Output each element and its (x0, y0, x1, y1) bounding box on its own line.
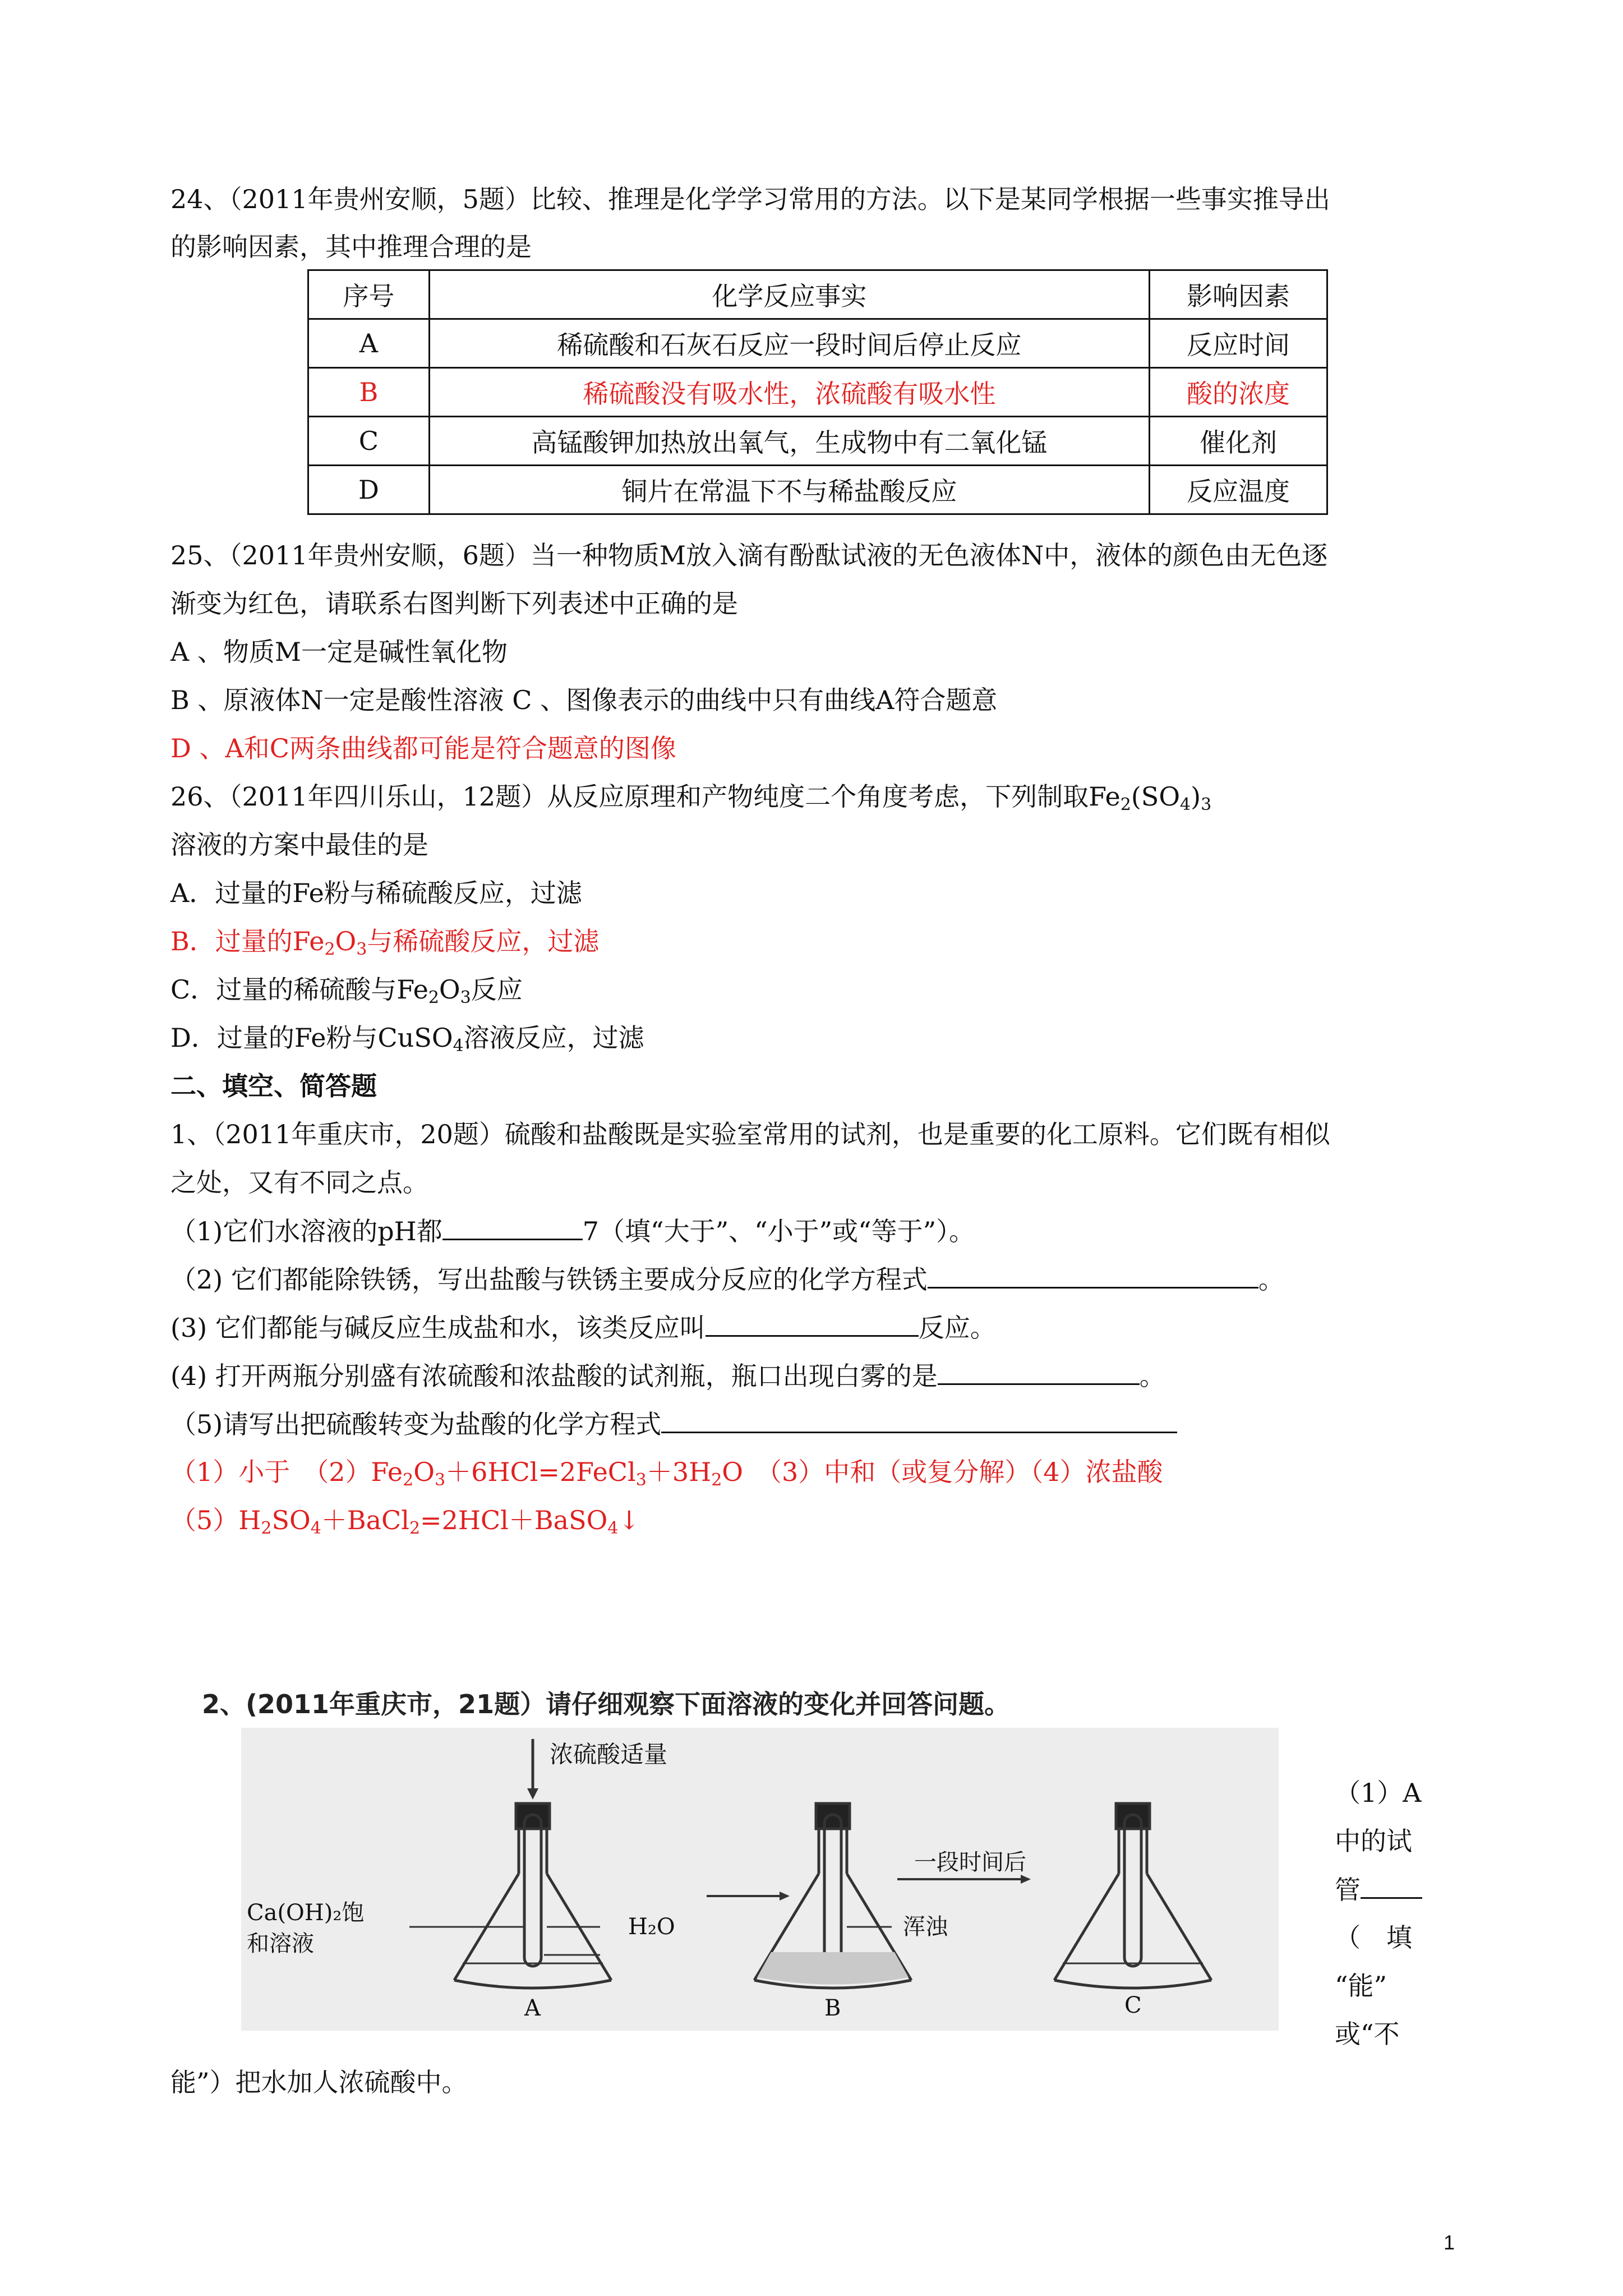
q25-option-b-c: B 、原液体N一定是酸性溶液 C 、图像表示的曲线中只有曲线A符合题意 (170, 685, 998, 715)
q2-side-line1: （1）A (1335, 1778, 1422, 1808)
q2-bottom-line: 能”）把水加人浓硫酸中。 (170, 2067, 468, 2097)
fig-label-time: 一段时间后 (914, 1849, 1026, 1875)
section-title: 二、填空、简答题 (170, 1071, 377, 1101)
q2-experiment-figure (241, 1728, 1279, 2031)
table-cell-fact: 稀硫酸没有吸水性，浓硫酸有吸水性 (429, 368, 1149, 417)
q26-option-a: A．过量的Fe粉与稀硫酸反应，过滤 (170, 878, 582, 908)
q25-stem-line1: 25、（2011年贵州安顺，6题）当一种物质M放入滴有酚酞试液的无色液体N中，液体的颜色由无色逐 (170, 540, 1328, 570)
table-cell-id: B (308, 368, 430, 417)
fig-label-a: A (524, 1995, 541, 2021)
q2-caption: 2、(2011年重庆市，21题）请仔细观察下面溶液的变化并回答问题。 (202, 1689, 1011, 1719)
table-header-cell: 序号 (308, 270, 430, 319)
q1-part5: （5)请写出把硫酸转变为盐酸的化学方程式 (170, 1407, 1177, 1441)
table-cell-factor: 酸的浓度 (1149, 368, 1327, 417)
fill-blank[interactable] (938, 1359, 1140, 1385)
q26-option-d: D．过量的Fe粉与CuSO$_4$溶液反应，过滤 (170, 1023, 644, 1056)
q2-side-line2: 中的试 (1335, 1826, 1412, 1856)
table-cell-factor: 催化剂 (1149, 417, 1327, 466)
q1-part4: (4) 打开两瓶分别盛有浓硫酸和浓盐酸的试剂瓶，瓶口出现白雾的是 。 (170, 1359, 1165, 1393)
fig-label-c: C (1124, 1993, 1142, 2018)
q2-side-line5: “能” (1335, 1971, 1387, 2001)
page-number: 1 (1443, 2231, 1455, 2254)
q2-side-line6: 或“不 (1335, 2019, 1400, 2049)
q25-option-a: A 、物质M一定是碱性氧化物 (170, 637, 508, 667)
table-cell-id: A (308, 319, 430, 368)
q1-stem-line1: 1、（2011年重庆市，20题）硫酸和盐酸既是实验室常用的试剂，也是重要的化工原料。它们既有相似 (170, 1119, 1330, 1149)
table-header-cell: 影响因素 (1149, 270, 1327, 319)
fill-blank[interactable] (706, 1310, 919, 1337)
table-cell-fact: 铜片在常温下不与稀盐酸反应 (429, 466, 1149, 514)
fill-blank[interactable] (1361, 1872, 1422, 1899)
table-row (308, 466, 1327, 514)
q26-option-c: C．过量的稀硫酸与$Fe_2O_3$反应 (170, 974, 523, 1007)
q26-option-b-answer: B．过量的$Fe_2O_3$与稀硫酸反应，过滤 (170, 926, 600, 959)
flask-a (454, 1739, 611, 1988)
q1-part1: （1)它们水溶液的pH都 7（填“大于”、“小于”或“等于”）。 (170, 1214, 975, 1248)
q26-stem-line2: 溶液的方案中最佳的是 (170, 830, 428, 860)
table-cell-fact: 高锰酸钾加热放出氧气，生成物中有二氧化锰 (429, 417, 1149, 466)
fig-label-turbid: 浑浊 (903, 1914, 948, 1940)
q25-stem-line2: 渐变为红色，请联系右图判断下列表述中正确的是 (170, 588, 738, 619)
flask-c (1054, 1803, 1211, 1988)
table-row (308, 319, 1327, 368)
fill-blank[interactable] (661, 1407, 1177, 1433)
fig-label-solution-1: Ca(OH)₂饱 (247, 1900, 365, 1926)
table-header-cell: 化学反应事实 (429, 270, 1149, 319)
q1-part2: （2) 它们都能除铁锈，写出盐酸与铁锈主要成分反应的化学方程式 。 (170, 1262, 1284, 1296)
q25-option-d-answer: D 、A和C两条曲线都可能是符合题意的图像 (170, 733, 676, 763)
table-cell-factor: 反应时间 (1149, 319, 1327, 368)
fig-label-acid: 浓硫酸适量 (550, 1741, 668, 1768)
q26-stem-line1: 26、（2011年四川乐山，12题）从反应原理和产物纯度二个角度考虑，下列制取$Fe_2(SO_4)_3$ (170, 781, 1212, 815)
fill-blank[interactable] (928, 1262, 1258, 1289)
table-cell-id: D (308, 466, 430, 514)
fill-blank[interactable] (442, 1214, 583, 1240)
table-cell-id: C (308, 417, 430, 466)
q1-part3: (3) 它们都能与碱反应生成盐和水，该类反应叫 反应。 (170, 1310, 996, 1345)
q1-stem-line2: 之处，又有不同之点。 (170, 1167, 428, 1198)
q24-stem-line1: 24、（2011年贵州安顺，5题）比较、推理是化学学习常用的方法。以下是某同学根据一些事实推导出 (170, 184, 1330, 214)
q24-table (307, 269, 1328, 515)
fig-label-water: H₂O (628, 1914, 675, 1940)
table-cell-fact: 稀硫酸和石灰石反应一段时间后停止反应 (429, 319, 1149, 368)
table-cell-factor: 反应温度 (1149, 466, 1327, 514)
table-row (308, 417, 1327, 466)
flask-diagram (241, 1728, 1279, 2031)
fig-label-solution-2: 和溶液 (247, 1931, 314, 1957)
q1-answer-line2: $(5)H_2SO_4+BaCl_2=2HCl+BaSO_4↓$ (170, 1505, 640, 1538)
fig-label-b: B (824, 1995, 841, 2021)
table-header-row (308, 270, 1327, 319)
q24-stem-line2: 的影响因素，其中推理合理的是 (170, 232, 532, 262)
table-row-answer (308, 368, 1327, 417)
q1-answer-line1: （1）小于 $(2)Fe_2O_3+6HCl=2FeCl_3+3H_2O$ （3）中和（或复分解）（4）浓盐酸 (170, 1457, 1163, 1490)
q2-side-line3: 管 (1335, 1872, 1422, 1907)
q2-side-line4: （ 填 (1335, 1922, 1412, 1953)
